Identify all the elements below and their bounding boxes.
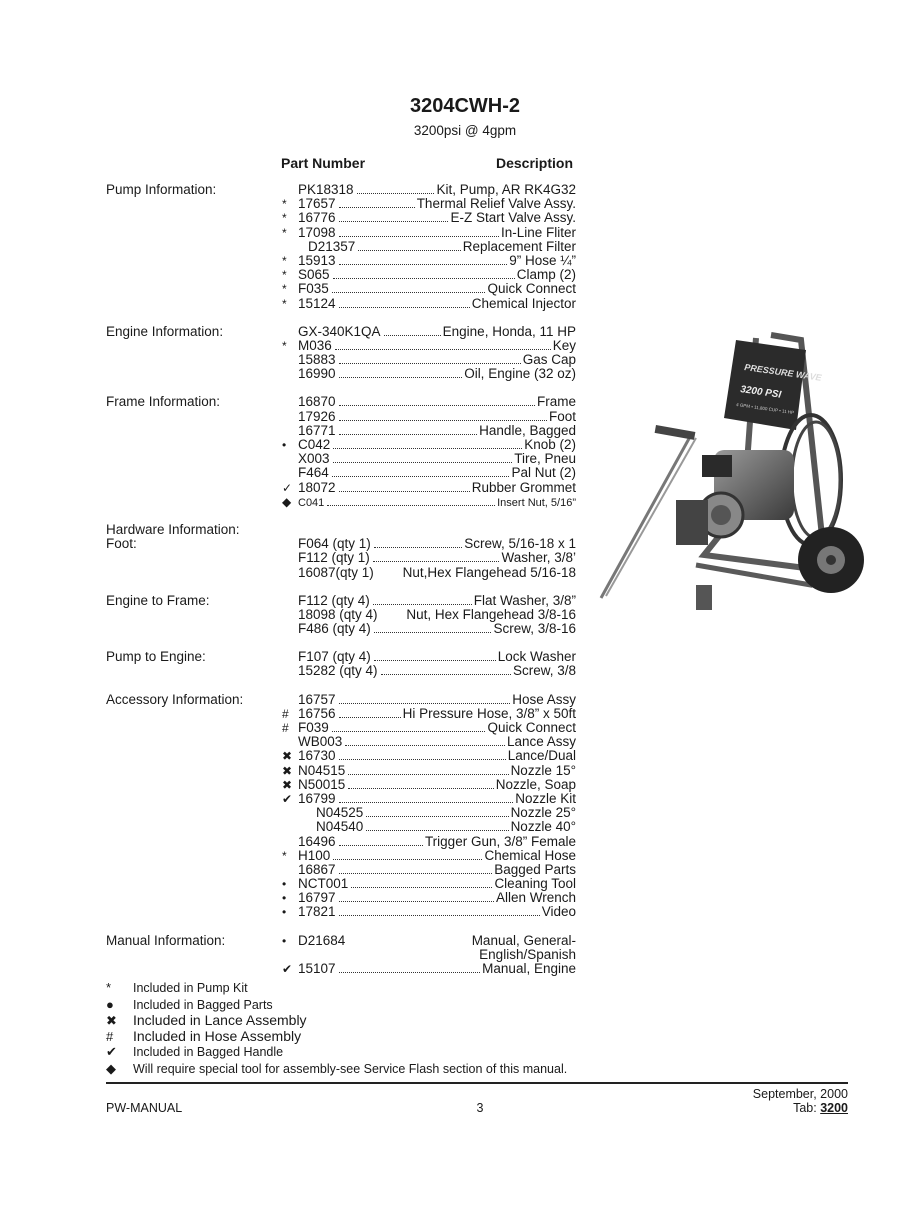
part-row bbox=[282, 466, 576, 480]
part-row bbox=[282, 551, 576, 565]
part-row bbox=[282, 268, 576, 282]
part-marker: * bbox=[282, 268, 287, 283]
part-number: 16087(qty 1) bbox=[298, 564, 374, 580]
dot-leader bbox=[339, 491, 470, 492]
dot-leader bbox=[339, 802, 514, 803]
pressure-washer-photo bbox=[596, 330, 868, 630]
part-row bbox=[282, 962, 576, 976]
part-row bbox=[282, 721, 576, 735]
manual-row bbox=[282, 934, 576, 962]
parts-section bbox=[106, 325, 576, 382]
part-marker: * bbox=[282, 282, 287, 297]
dot-leader bbox=[333, 278, 515, 279]
part-number: 15107 bbox=[298, 961, 336, 977]
part-description: Nut,Hex Flangehead 5/16-18 bbox=[402, 564, 576, 580]
part-description: Clamp (2) bbox=[516, 267, 576, 283]
part-description: Insert Nut, 5/16” bbox=[497, 496, 576, 509]
part-description: Gas Cap bbox=[522, 352, 576, 368]
part-marker: • bbox=[282, 905, 287, 920]
part-number: NCT001 bbox=[298, 876, 349, 892]
part-number: 16867 bbox=[298, 861, 336, 877]
part-number: 18072 bbox=[298, 479, 336, 495]
part-row bbox=[282, 764, 576, 778]
part-number: F035 bbox=[298, 281, 329, 297]
part-row bbox=[282, 622, 576, 636]
part-description: Hi Pressure Hose, 3/8” x 50ft bbox=[402, 705, 576, 721]
part-row bbox=[282, 693, 576, 707]
legend-text: Included in Hose Assembly bbox=[133, 1027, 302, 1044]
part-number: 17821 bbox=[298, 904, 336, 920]
part-number: 16496 bbox=[298, 833, 336, 849]
part-description: Screw, 3/8-16 bbox=[493, 621, 576, 637]
panel-psi: 3200 PSI bbox=[739, 384, 782, 401]
page-number: 3 bbox=[476, 1101, 484, 1115]
panel-specs: 4 GPM • 11,800 CUP • 11 HP bbox=[735, 402, 795, 416]
part-row bbox=[282, 325, 576, 339]
legend-symbol: ✔ bbox=[106, 1044, 117, 1059]
part-row bbox=[282, 183, 576, 197]
dot-leader bbox=[357, 193, 435, 194]
part-row bbox=[282, 650, 576, 664]
part-description: Chemical Injector bbox=[471, 295, 576, 311]
part-description: Video bbox=[541, 904, 576, 920]
section-items bbox=[282, 693, 576, 920]
footer-rule bbox=[106, 1082, 848, 1084]
legend-item bbox=[106, 1013, 626, 1029]
section-items bbox=[282, 325, 576, 382]
part-number: 16730 bbox=[298, 748, 336, 764]
part-row bbox=[282, 749, 576, 763]
part-row bbox=[282, 410, 576, 424]
part-description: Screw, 3/8 bbox=[512, 663, 576, 679]
part-row bbox=[282, 820, 576, 834]
part-number: 15913 bbox=[298, 252, 336, 268]
part-number: D21357 bbox=[308, 238, 356, 254]
part-row bbox=[282, 481, 576, 495]
legend-item bbox=[106, 1044, 626, 1061]
part-row bbox=[282, 197, 576, 211]
part-row bbox=[282, 664, 576, 678]
part-description: Engine, Honda, 11 HP bbox=[442, 323, 576, 339]
dot-leader bbox=[366, 816, 508, 817]
part-number: 16799 bbox=[298, 790, 336, 806]
parts-section bbox=[106, 693, 576, 920]
part-marker: # bbox=[282, 721, 289, 735]
part-row bbox=[282, 608, 576, 622]
part-row bbox=[282, 735, 576, 749]
part-number: 16756 bbox=[298, 705, 336, 721]
part-number: 17657 bbox=[298, 196, 336, 212]
dot-leader bbox=[339, 307, 470, 308]
part-number: X003 bbox=[298, 451, 330, 467]
dot-leader bbox=[333, 448, 522, 449]
part-marker: ✖ bbox=[282, 763, 293, 778]
part-number-header: Part Number bbox=[281, 155, 366, 171]
part-number: GX-340K1QA bbox=[298, 323, 381, 339]
footer-manual-name: PW-MANUAL bbox=[106, 1101, 183, 1115]
panel-brand: PRESSURE WAVE bbox=[743, 362, 823, 383]
desc-line: English/Spanish bbox=[479, 946, 576, 962]
dot-leader bbox=[339, 420, 547, 421]
part-description: Lance/Dual bbox=[507, 748, 576, 764]
section-label: Pump to Engine: bbox=[106, 649, 206, 665]
part-number: 16771 bbox=[298, 422, 336, 438]
dot-leader bbox=[339, 363, 521, 364]
dot-leader bbox=[373, 604, 472, 605]
part-description: Handle, Bagged bbox=[479, 422, 576, 438]
part-marker: • bbox=[282, 877, 287, 892]
part-number: N04525 bbox=[316, 805, 364, 821]
section-items bbox=[282, 183, 576, 311]
part-row bbox=[282, 495, 576, 509]
part-number: 16757 bbox=[298, 691, 336, 707]
dot-leader bbox=[339, 915, 540, 916]
dot-leader bbox=[348, 788, 493, 789]
part-description: Allen Wrench bbox=[495, 890, 576, 906]
part-description: Kit, Pump, AR RK4G32 bbox=[436, 182, 576, 197]
legend-symbol: * bbox=[106, 980, 112, 995]
part-number: 15883 bbox=[298, 352, 336, 368]
parts-section bbox=[106, 594, 576, 637]
section-items bbox=[282, 523, 576, 580]
part-marker: * bbox=[282, 253, 287, 268]
dot-leader bbox=[381, 674, 511, 675]
manual-section bbox=[106, 934, 576, 977]
part-description: Tire, Pneu bbox=[514, 451, 576, 467]
part-row bbox=[282, 339, 576, 353]
part-description: Flat Washer, 3/8” bbox=[473, 592, 576, 608]
part-description: Nozzle, Soap bbox=[495, 776, 576, 792]
dot-leader bbox=[345, 745, 505, 746]
part-number: M036 bbox=[298, 337, 332, 353]
part-number: 16776 bbox=[298, 210, 336, 226]
part-description: Nozzle 25° bbox=[510, 805, 576, 821]
part-row bbox=[282, 297, 576, 311]
dot-leader bbox=[339, 873, 493, 874]
part-description: Manual, Engine bbox=[482, 961, 576, 977]
part-marker: ✖ bbox=[282, 777, 293, 792]
part-description: Screw, 5/16-18 x 1 bbox=[464, 536, 576, 552]
part-row bbox=[282, 424, 576, 438]
section-labels bbox=[106, 183, 282, 311]
part-description: Oil, Engine (32 oz) bbox=[464, 366, 576, 382]
dot-leader bbox=[333, 859, 482, 860]
part-marker: ✔ bbox=[282, 791, 293, 806]
legend-text: Included in Bagged Parts bbox=[133, 997, 273, 1012]
dot-leader bbox=[348, 774, 508, 775]
part-marker: • bbox=[282, 438, 287, 452]
dot-leader bbox=[339, 845, 423, 846]
part-number: F464 bbox=[298, 465, 329, 481]
section-items bbox=[282, 395, 576, 509]
part-number: F112 (qty 4) bbox=[298, 592, 370, 608]
section-labels bbox=[106, 325, 282, 382]
section-label: Engine to Frame: bbox=[106, 592, 210, 608]
legend-symbol: ● bbox=[106, 996, 114, 1012]
dot-leader bbox=[339, 377, 463, 378]
part-number: F486 (qty 4) bbox=[298, 621, 371, 637]
part-marker: * bbox=[282, 848, 287, 863]
section-label: Frame Information: bbox=[106, 394, 221, 410]
dot-leader bbox=[339, 901, 494, 902]
part-number: 18098 (qty 4) bbox=[298, 606, 378, 622]
part-description: In-Line Fliter bbox=[500, 224, 576, 240]
part-description: Hose Assy bbox=[512, 691, 576, 707]
parts-section bbox=[106, 395, 576, 509]
dot-leader bbox=[373, 561, 500, 562]
dot-leader bbox=[374, 547, 462, 548]
part-marker: * bbox=[282, 338, 287, 353]
part-row bbox=[282, 438, 576, 452]
dot-leader bbox=[374, 632, 492, 633]
part-row bbox=[282, 849, 576, 863]
part-description: Bagged Parts bbox=[494, 861, 576, 877]
dot-leader bbox=[384, 335, 441, 336]
part-description: Chemical Hose bbox=[484, 847, 576, 863]
dot-leader bbox=[332, 292, 486, 293]
part-number: F107 (qty 4) bbox=[298, 649, 371, 665]
part-number: N04540 bbox=[316, 819, 364, 835]
part-number: F064 (qty 1) bbox=[298, 536, 371, 552]
section-items bbox=[282, 934, 576, 977]
dot-leader bbox=[332, 476, 510, 477]
part-number: 15124 bbox=[298, 295, 336, 311]
legend-symbol: ◆ bbox=[106, 1060, 116, 1076]
legend-symbol: ✖ bbox=[106, 1013, 117, 1028]
part-description bbox=[418, 934, 576, 962]
legend-item bbox=[106, 1061, 626, 1078]
part-row bbox=[282, 367, 576, 381]
section-labels bbox=[106, 650, 282, 678]
part-description: Rubber Grommet bbox=[471, 479, 576, 495]
dot-leader bbox=[327, 505, 495, 506]
legend-text: Included in Bagged Handle bbox=[133, 1045, 284, 1059]
tab-label: Tab: bbox=[793, 1101, 821, 1115]
part-marker: ✓ bbox=[282, 480, 293, 495]
dot-leader bbox=[339, 759, 506, 760]
part-number: 17926 bbox=[298, 408, 336, 424]
part-number: N04515 bbox=[298, 762, 346, 778]
description-header: Description bbox=[495, 155, 573, 171]
legend bbox=[106, 980, 626, 1077]
footer-date: September, 2000 bbox=[752, 1087, 848, 1101]
part-description: Nozzle 40° bbox=[510, 819, 576, 835]
section-label: Manual Information: bbox=[106, 932, 226, 948]
section-label: Accessory Information: bbox=[106, 691, 244, 707]
desc-line: Manual, General- bbox=[471, 932, 576, 948]
part-row bbox=[282, 806, 576, 820]
section-label: Foot: bbox=[106, 536, 137, 552]
dot-leader bbox=[339, 717, 401, 718]
part-marker: * bbox=[282, 197, 287, 212]
part-row bbox=[282, 523, 576, 537]
part-marker: * bbox=[282, 296, 287, 311]
section-items bbox=[282, 594, 576, 637]
part-marker: ✔ bbox=[282, 962, 293, 977]
part-description: Thermal Relief Valve Assy. bbox=[416, 196, 576, 212]
part-row bbox=[282, 707, 576, 721]
model-subtitle: 3200psi @ 4gpm bbox=[413, 123, 517, 138]
part-number: PK18318 bbox=[298, 182, 354, 197]
part-row bbox=[282, 863, 576, 877]
part-description: Frame bbox=[536, 394, 576, 410]
part-number: 16797 bbox=[298, 890, 336, 906]
part-number: F039 bbox=[298, 720, 329, 735]
footer-tab bbox=[793, 1101, 848, 1115]
part-row bbox=[282, 891, 576, 905]
part-description: Nut, Hex Flangehead 3/8-16 bbox=[406, 606, 576, 622]
legend-symbol: # bbox=[106, 1028, 114, 1044]
section-labels bbox=[106, 594, 282, 637]
dot-leader bbox=[339, 221, 449, 222]
part-marker: * bbox=[282, 211, 287, 226]
parts-section bbox=[106, 650, 576, 678]
legend-item bbox=[106, 997, 626, 1014]
dot-leader bbox=[339, 264, 508, 265]
part-marker: • bbox=[282, 891, 287, 906]
part-marker: ◆ bbox=[282, 494, 292, 509]
part-number: F112 (qty 1) bbox=[298, 550, 370, 566]
section-label: Engine Information: bbox=[106, 323, 224, 339]
part-number: 15282 (qty 4) bbox=[298, 663, 378, 679]
part-row bbox=[282, 211, 576, 225]
dot-leader bbox=[339, 703, 511, 704]
legend-text: Included in Lance Assembly bbox=[133, 1012, 307, 1028]
part-row bbox=[282, 452, 576, 466]
part-row bbox=[282, 566, 576, 580]
part-description: Knob (2) bbox=[524, 437, 576, 452]
part-number: 16870 bbox=[298, 394, 336, 410]
part-marker: # bbox=[282, 706, 289, 721]
part-description: Nozzle Kit bbox=[515, 790, 576, 806]
part-description: Trigger Gun, 3/8” Female bbox=[424, 833, 576, 849]
part-number: C041 bbox=[298, 496, 325, 509]
dot-leader bbox=[339, 236, 499, 237]
model-title: 3204CWH-2 bbox=[409, 95, 521, 117]
part-description: 9” Hose ¼” bbox=[509, 252, 576, 268]
part-description: Nozzle 15° bbox=[510, 762, 576, 778]
part-row bbox=[282, 905, 576, 919]
part-row bbox=[282, 792, 576, 806]
part-row bbox=[282, 240, 576, 254]
section-label: Pump Information: bbox=[106, 182, 217, 197]
part-description: Replacement Filter bbox=[462, 238, 576, 254]
dot-leader bbox=[333, 462, 513, 463]
parts-list bbox=[106, 183, 576, 990]
part-description: Pal Nut (2) bbox=[511, 465, 576, 481]
part-description: Quick Connect bbox=[487, 281, 576, 297]
part-description: Foot bbox=[548, 408, 576, 424]
part-row bbox=[282, 594, 576, 608]
parts-section bbox=[106, 183, 576, 311]
dot-leader bbox=[335, 349, 551, 350]
section-items bbox=[282, 650, 576, 678]
part-row bbox=[282, 282, 576, 296]
part-description: Key bbox=[552, 337, 576, 353]
part-row bbox=[282, 226, 576, 240]
part-description: Washer, 3/8’ bbox=[501, 550, 576, 566]
dot-leader bbox=[366, 830, 508, 831]
section-labels bbox=[106, 693, 282, 920]
legend-item bbox=[106, 1029, 626, 1045]
part-number: D21684 bbox=[298, 932, 346, 948]
part-row bbox=[282, 778, 576, 792]
part-marker: ✖ bbox=[282, 749, 293, 764]
part-number: H100 bbox=[298, 847, 331, 863]
legend-item bbox=[106, 980, 626, 997]
part-row bbox=[282, 877, 576, 891]
dot-leader bbox=[374, 660, 496, 661]
section-label: Hardware Information: bbox=[106, 521, 240, 537]
parts-section bbox=[106, 523, 576, 580]
section-labels bbox=[106, 395, 282, 509]
part-row bbox=[282, 254, 576, 268]
tab-value: 3200 bbox=[820, 1101, 848, 1115]
part-number: 16990 bbox=[298, 366, 336, 382]
part-marker: * bbox=[282, 225, 287, 240]
part-description: Cleaning Tool bbox=[494, 876, 576, 892]
part-marker: • bbox=[282, 933, 287, 948]
part-number: N50015 bbox=[298, 776, 346, 792]
part-number: C042 bbox=[298, 437, 331, 452]
legend-text: Will require special tool for assembly-see Service Flash section of this manual. bbox=[133, 1061, 568, 1076]
part-number: WB003 bbox=[298, 734, 343, 750]
part-description: Quick Connect bbox=[487, 720, 576, 735]
section-labels bbox=[106, 934, 282, 977]
dot-leader bbox=[339, 207, 415, 208]
part-row bbox=[282, 353, 576, 367]
part-description: Lock Washer bbox=[497, 649, 576, 665]
dot-leader bbox=[358, 250, 460, 251]
part-description: Lance Assy bbox=[506, 734, 576, 750]
part-description: E-Z Start Valve Assy. bbox=[450, 210, 576, 226]
dot-leader bbox=[332, 731, 486, 732]
dot-leader bbox=[351, 887, 492, 888]
part-number: S065 bbox=[298, 267, 330, 283]
part-row bbox=[282, 537, 576, 551]
part-row bbox=[282, 395, 576, 409]
part-row bbox=[282, 835, 576, 849]
legend-text: Included in Pump Kit bbox=[133, 981, 248, 995]
dot-leader bbox=[339, 972, 481, 973]
dot-leader bbox=[339, 405, 535, 406]
section-labels bbox=[106, 523, 282, 580]
part-number: 17098 bbox=[298, 224, 336, 240]
dot-leader bbox=[339, 434, 478, 435]
